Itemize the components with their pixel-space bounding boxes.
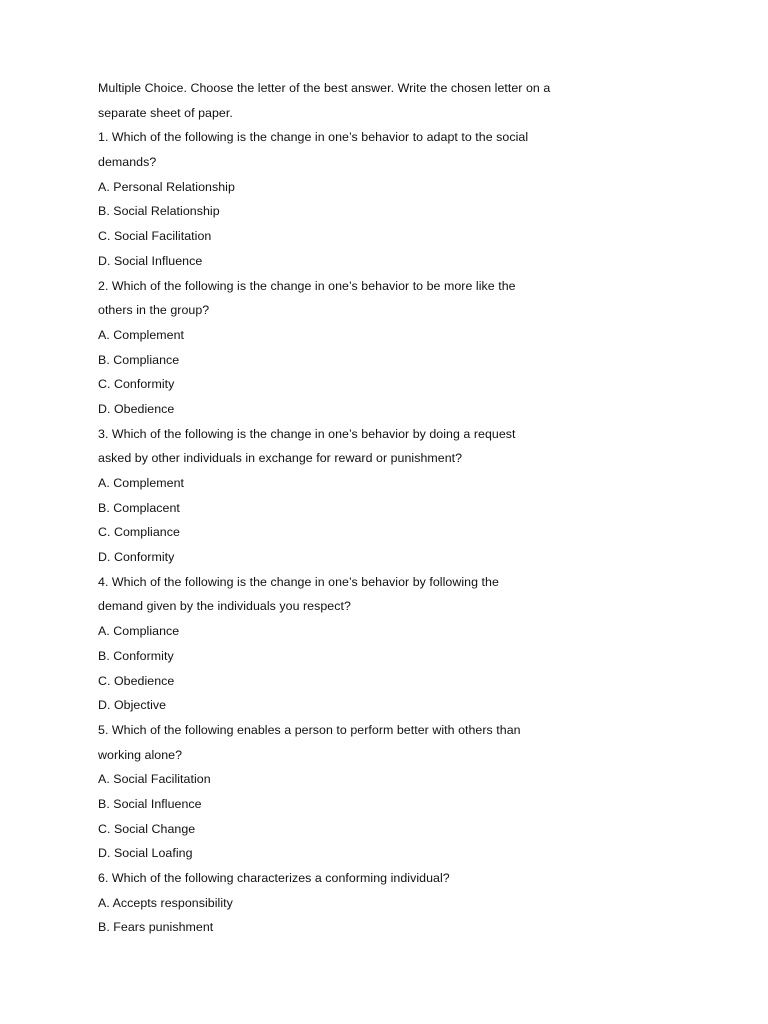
question-2-line-1: 2. Which of the following is the change in one’s behavior to be more like the [98,278,516,293]
question-3-line-2: asked by other individuals in exchange for reward or punishment? [98,451,463,466]
instructions-line-2: separate sheet of paper. [98,105,233,120]
question-1-option-b: B. Social Relationship [98,204,220,219]
question-5-option-d: D. Social Loafing [98,846,193,861]
question-4-option-a: A. Compliance [98,624,180,639]
question-1-option-d: D. Social Influence [98,253,203,268]
question-1-option-c: C. Social Facilitation [98,229,212,244]
question-2-option-c: C. Conformity [98,377,175,392]
question-3-line-1: 3. Which of the following is the change in one’s behavior by doing a request [98,426,516,441]
question-4-line-1: 4. Which of the following is the change in one’s behavior by following the [98,574,499,589]
question-5-option-b: B. Social Influence [98,796,202,811]
question-4-line-2: demand given by the individuals you respect? [98,599,351,614]
question-3-option-a: A. Complement [98,476,185,490]
question-2-option-d: D. Obedience [98,401,175,416]
question-5-line-1: 5. Which of the following enables a person to perform better with others than [98,722,521,737]
question-5-line-2: working alone? [98,747,183,762]
question-3-option-b: B. Complacent [98,500,180,515]
question-4-option-b: B. Conformity [98,648,174,663]
question-3-option-c: C. Compliance [98,525,180,540]
question-6-option-a: A. Accepts responsibility [98,895,233,910]
question-5-option-c: C. Social Change [98,821,196,836]
question-1-option-a: A. Personal Relationship [98,179,235,194]
instructions-line-1: Multiple Choice. Choose the letter of the best answer. Write the chosen letter on a [98,81,551,95]
question-1-line-2: demands? [98,155,157,170]
question-6-option-b: B. Fears punishment [98,920,214,935]
question-5-option-a: A. Social Facilitation [98,772,211,787]
question-2-line-2: others in the group? [98,303,210,318]
question-2-option-a: A. Complement [98,327,185,342]
question-2-option-b: B. Compliance [98,352,180,367]
question-3-option-d: D. Conformity [98,550,175,565]
question-1-line-1: 1. Which of the following is the change in one’s behavior to adapt to the social [98,130,529,145]
question-4-option-d: D. Objective [98,698,167,713]
question-4-option-c: C. Obedience [98,673,175,688]
quiz-content [98,76,698,940]
question-6-line-1: 6. Which of the following characterizes a conforming individual? [98,871,450,885]
